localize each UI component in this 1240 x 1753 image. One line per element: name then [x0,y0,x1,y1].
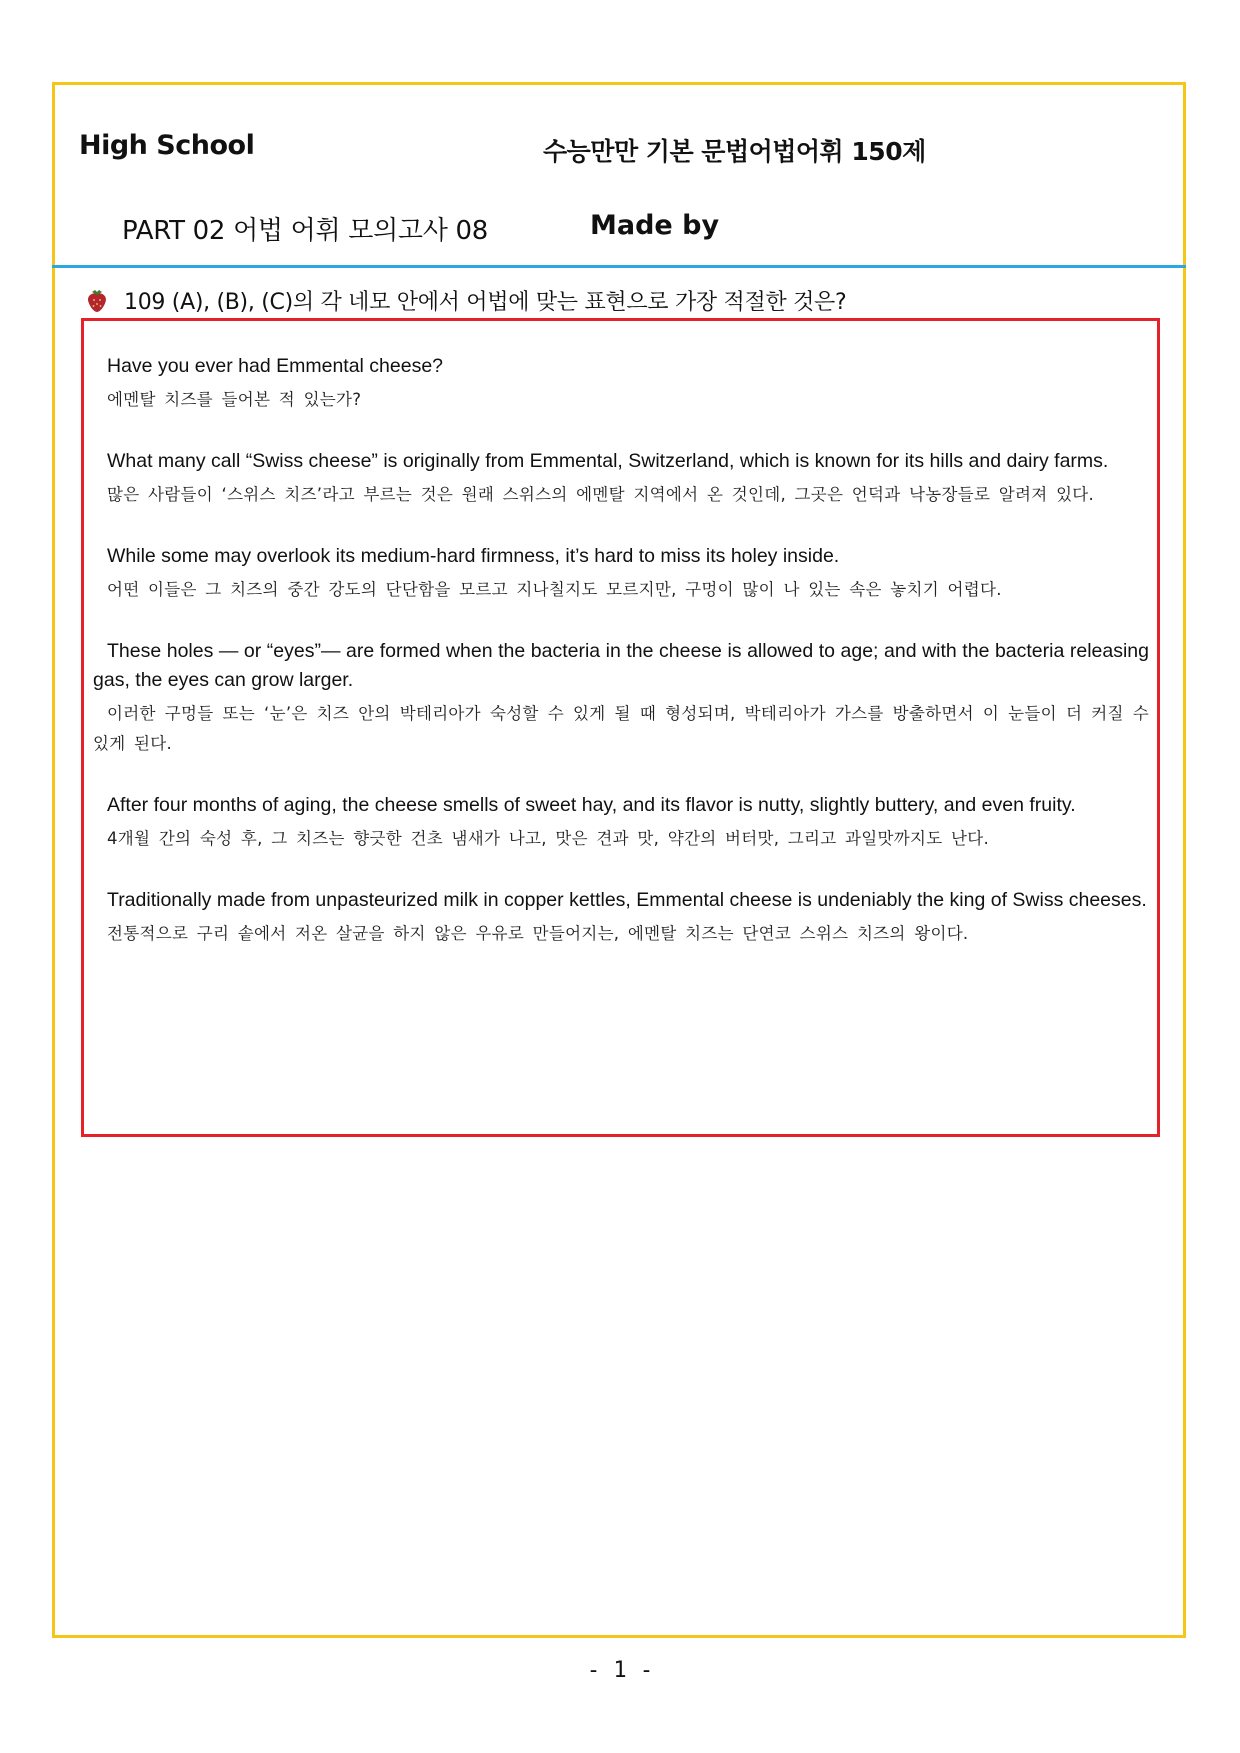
passage-paragraph [93,352,1149,415]
passage-paragraph [93,637,1149,759]
korean-translation: 이러한 구멍들 또는 ‘눈’은 치즈 안의 박테리아가 숙성할 수 있게 될 때 형성되며, 박테리아가 가스를 방출하면서 이 눈들이 더 커질 수 있게 된다. [93,704,1149,753]
question-line [84,283,846,317]
english-sentence: Have you ever had Emmental cheese? [107,355,444,377]
made-by-label: Made by [590,210,720,241]
question-text: 109 (A), (B), (C)의 각 네모 안에서 어법에 맞는 표현으로 가장 적절한 것은? [124,289,847,315]
school-level-label: High School [79,130,255,161]
english-sentence: Traditionally made from unpasteurized milk in copper kettles, Emmental cheese is undeniably the king of Swiss cheeses. [107,889,1147,911]
passage-paragraph [93,542,1149,605]
korean-translation: 에멘탈 치즈를 들어본 적 있는가? [107,390,362,409]
passage-paragraph [93,886,1149,949]
page-number: - 1 - [586,1658,654,1683]
strawberry-icon [84,287,110,313]
english-sentence: While some may overlook its medium-hard firmness, it’s hard to miss its holey inside. [107,545,840,567]
english-sentence: These holes — or “eyes”— are formed when the bacteria in the cheese is allowed to age; and with the bacteria releasing gas, the eyes can grow larger. [93,640,1149,691]
korean-translation: 전통적으로 구리 솥에서 저온 살균을 하지 않은 우유로 만들어지는, 에멘탈 치즈는 단연코 스위스 치즈의 왕이다. [107,924,969,943]
header-divider [52,265,1186,268]
passage-paragraph [93,791,1149,854]
korean-translation: 많은 사람들이 ‘스위스 치즈’라고 부르는 것은 원래 스위스의 에멘탈 지역에서 온 것인데, 그곳은 언덕과 낙농장들로 알려져 있다. [107,485,1095,504]
korean-translation: 어떤 이들은 그 치즈의 중간 강도의 단단함을 모르고 지나칠지도 모르지만, 구멍이 많이 나 있는 속은 놓치기 어렵다. [107,580,1002,599]
english-sentence: After four months of aging, the cheese smells of sweet hay, and its flavor is nutty, slightly buttery, and even fruity. [107,794,1076,816]
passage [93,352,1149,981]
part-title: PART 02 어법 어휘 모의고사 08 [122,216,488,246]
english-sentence: What many call “Swiss cheese” is originally from Emmental, Switzerland, which is known for its hills and dairy farms. [107,450,1109,472]
passage-paragraph [93,447,1149,510]
series-title: 수능만만 기본 문법어법어휘 150제 [543,137,926,166]
korean-translation: 4개월 간의 숙성 후, 그 치즈는 향긋한 건초 냄새가 나고, 맛은 견과 맛, 약간의 버터맛, 그리고 과일맛까지도 난다. [107,829,990,848]
